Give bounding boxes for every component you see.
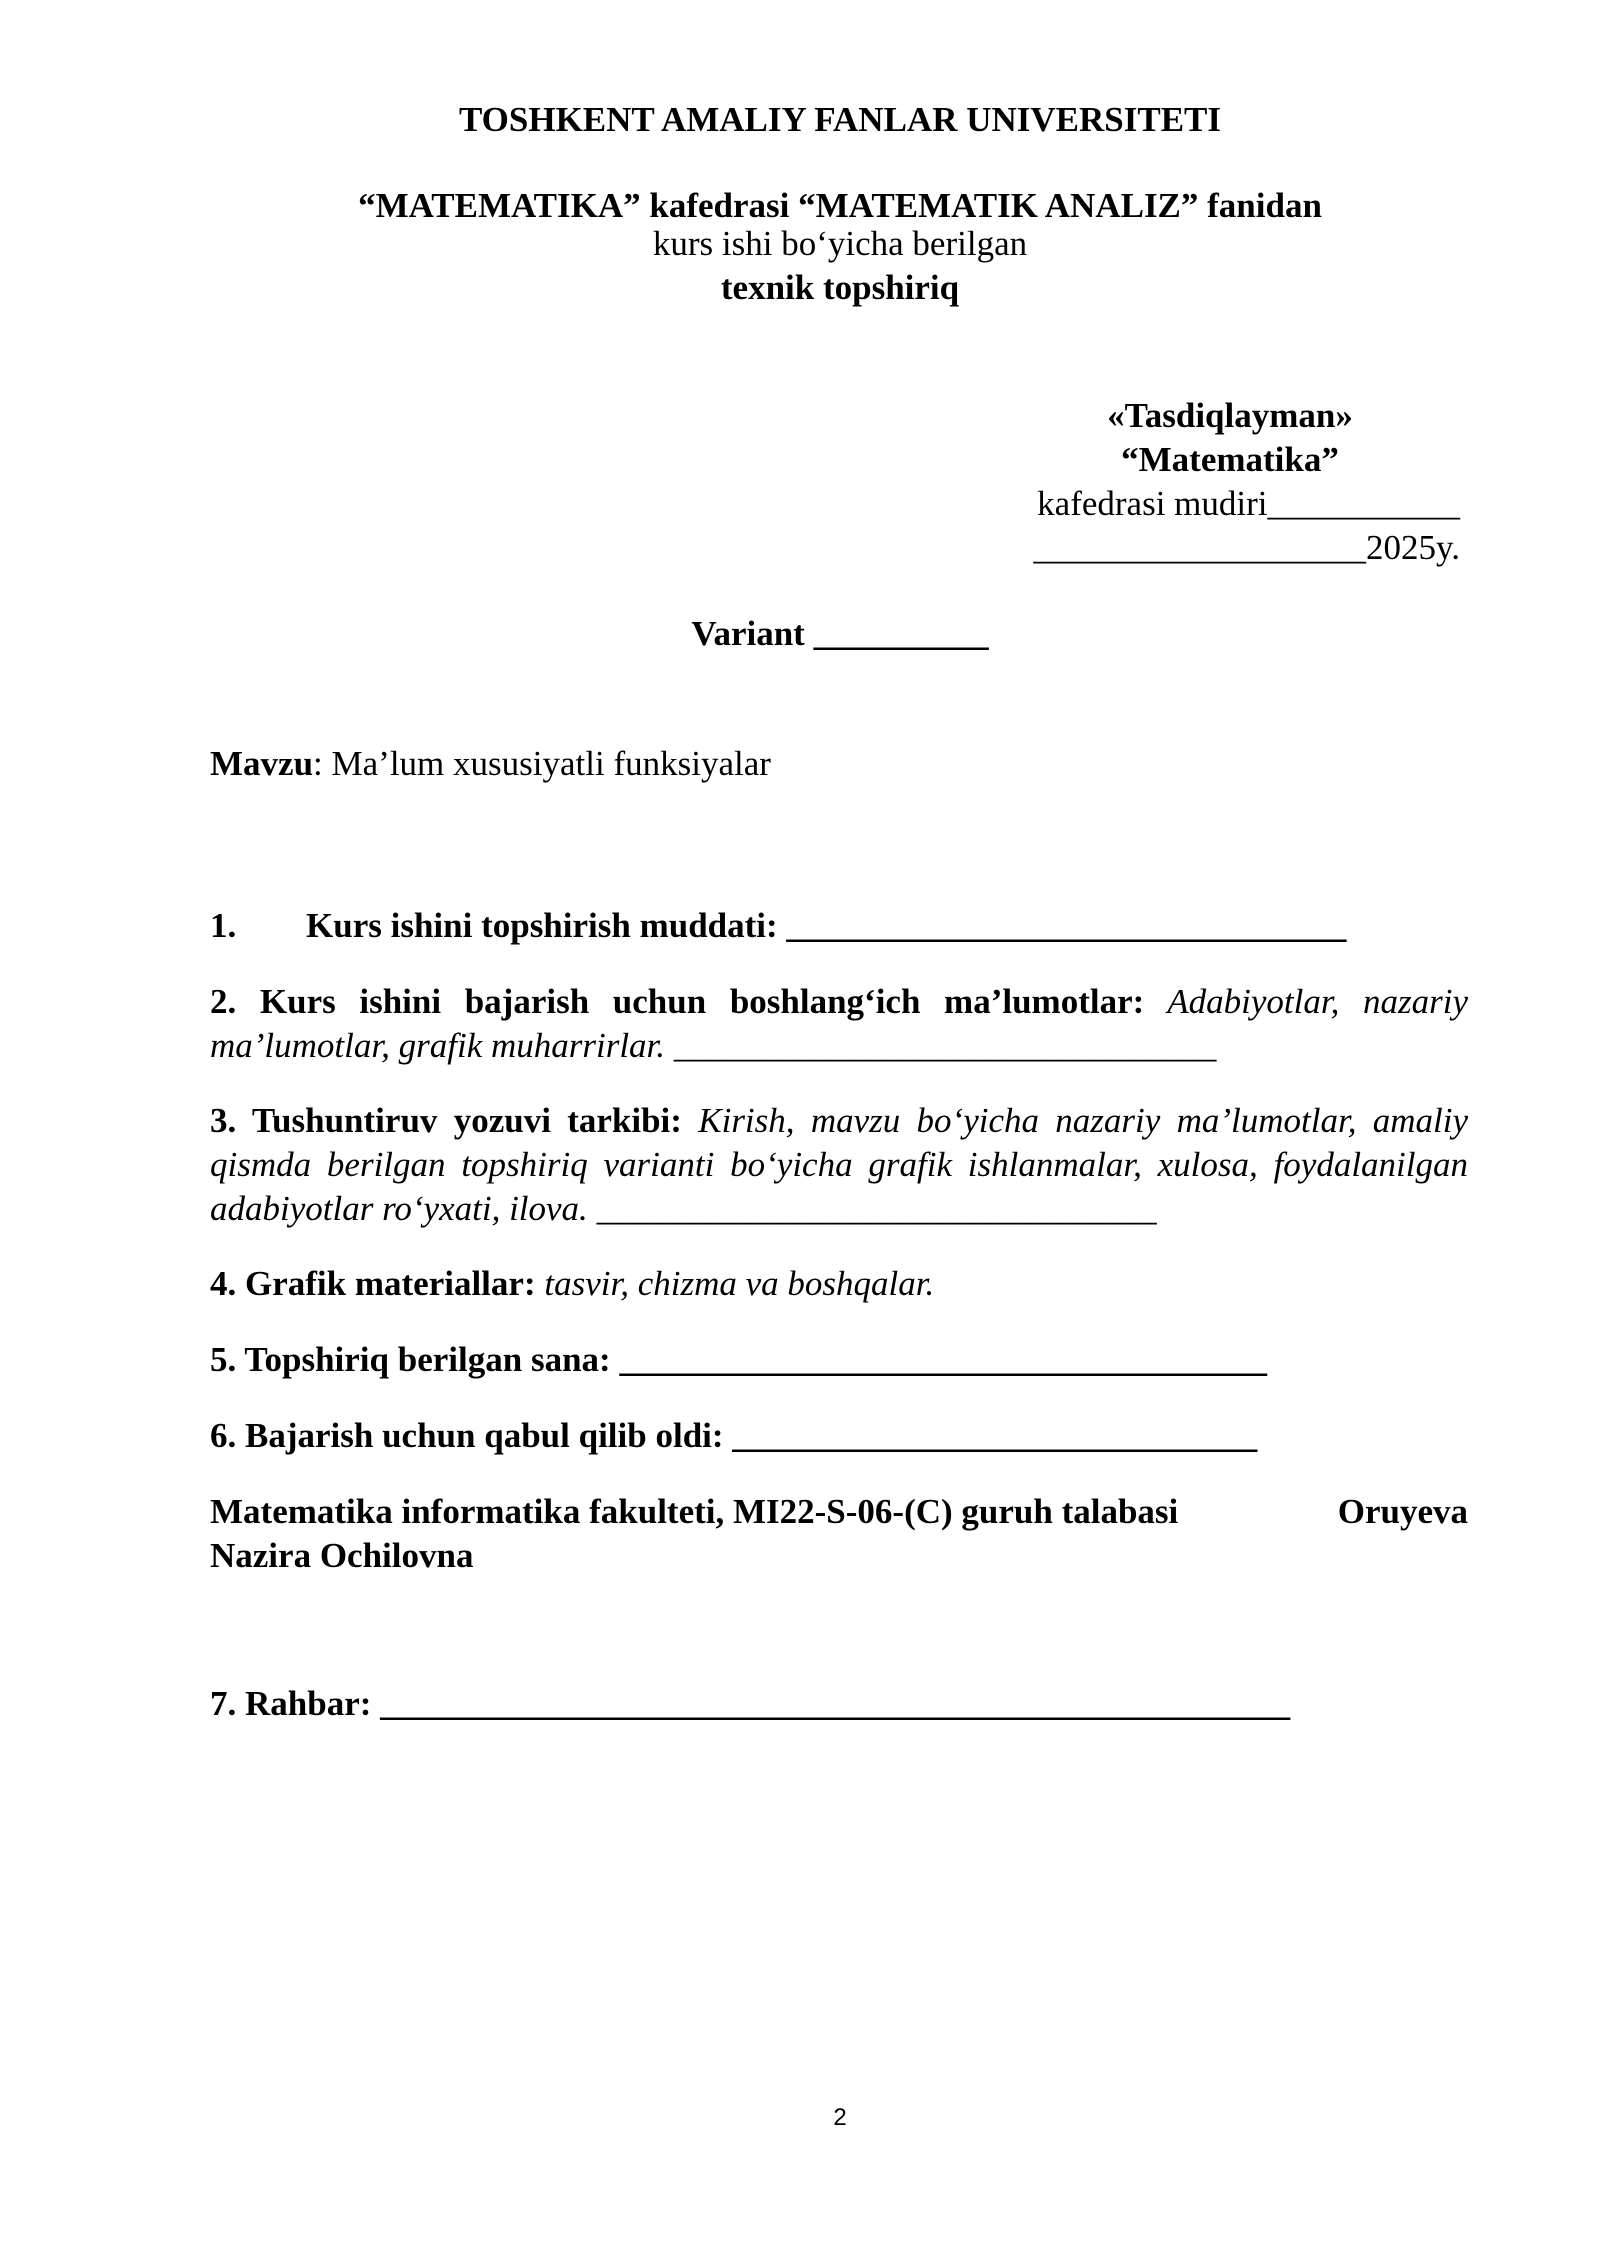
item-7: 7. Rahbar: ____________________________________________________	[210, 1684, 1291, 1723]
item-3-label: 3. Tushuntiruv yozuvi tarkibi:	[210, 1101, 682, 1140]
page-number: 2	[833, 2104, 847, 2131]
item-2-text: Adabiyotlar, nazariy ma’lumotlar, grafik muharrirlar.	[210, 982, 1468, 1065]
item-1	[210, 904, 1468, 948]
student-info	[210, 1490, 1468, 1578]
student-faculty-group: Matematika informatika fakulteti, MI22-S-06-(C) guruh talabasi	[210, 1492, 1179, 1531]
approve-head-line: kafedrasi mudiri___________	[1037, 484, 1460, 523]
item-5: 5. Topshiriq berilgan sana: _____________________________________	[210, 1340, 1267, 1379]
document-subtitle: kurs ishi bo‘yicha berilgan	[652, 224, 1028, 263]
item-3-blank: ________________________________	[587, 1189, 1157, 1228]
item-2-blank: _______________________________	[665, 1026, 1217, 1065]
topic-label: Mavzu	[210, 744, 314, 783]
item-3	[210, 1099, 1468, 1231]
item-6: 6. Bajarish uchun qabul qilib oldi: ______________________________	[210, 1416, 1258, 1455]
university-title: TOSHKENT AMALIY FANLAR UNIVERSITETI	[458, 100, 1222, 139]
item-4-text: tasvir, chizma va boshqalar.	[535, 1264, 935, 1303]
topic-line	[210, 742, 1468, 786]
student-name: Nazira Ochilovna	[210, 1536, 474, 1575]
variant-line: Variant __________	[691, 614, 989, 653]
item-2	[210, 980, 1468, 1068]
student-surname: Oruyeva	[1337, 1492, 1468, 1531]
item-4	[210, 1262, 1468, 1306]
item-2-label: 2. Kurs ishini bajarish uchun boshlang‘ich ma’lumotlar:	[210, 982, 1145, 1021]
item-1-number: 1.	[210, 906, 237, 945]
item-1-label: Kurs ishini topshirish muddati: ________________________________	[306, 906, 1347, 945]
approve-department: “Matematika”	[1121, 440, 1339, 479]
topic-value: : Ma’lum xususiyatli funksiyalar	[313, 744, 771, 783]
item-4-label: 4. Grafik materiallar:	[210, 1264, 536, 1303]
department-line: “MATEMATIKA” kafedrasi “MATEMATIK ANALIZ” fanidan	[358, 186, 1322, 225]
approval-block	[1000, 394, 1460, 570]
item-3-text: Kirish, mavzu bo‘yicha nazariy ma’lumotlar, amaliy qismda berilgan topshiriq varianti bo‘yicha grafik ishlanmalar, xulosa, foydalanilgan adabiyotlar ro‘yxati, ilova.	[210, 1101, 1469, 1228]
approve-word: «Tasdiqlayman»	[1107, 396, 1353, 435]
document-title: texnik topshiriq	[720, 268, 960, 307]
approve-date-line: ___________________2025y.	[1033, 528, 1460, 567]
